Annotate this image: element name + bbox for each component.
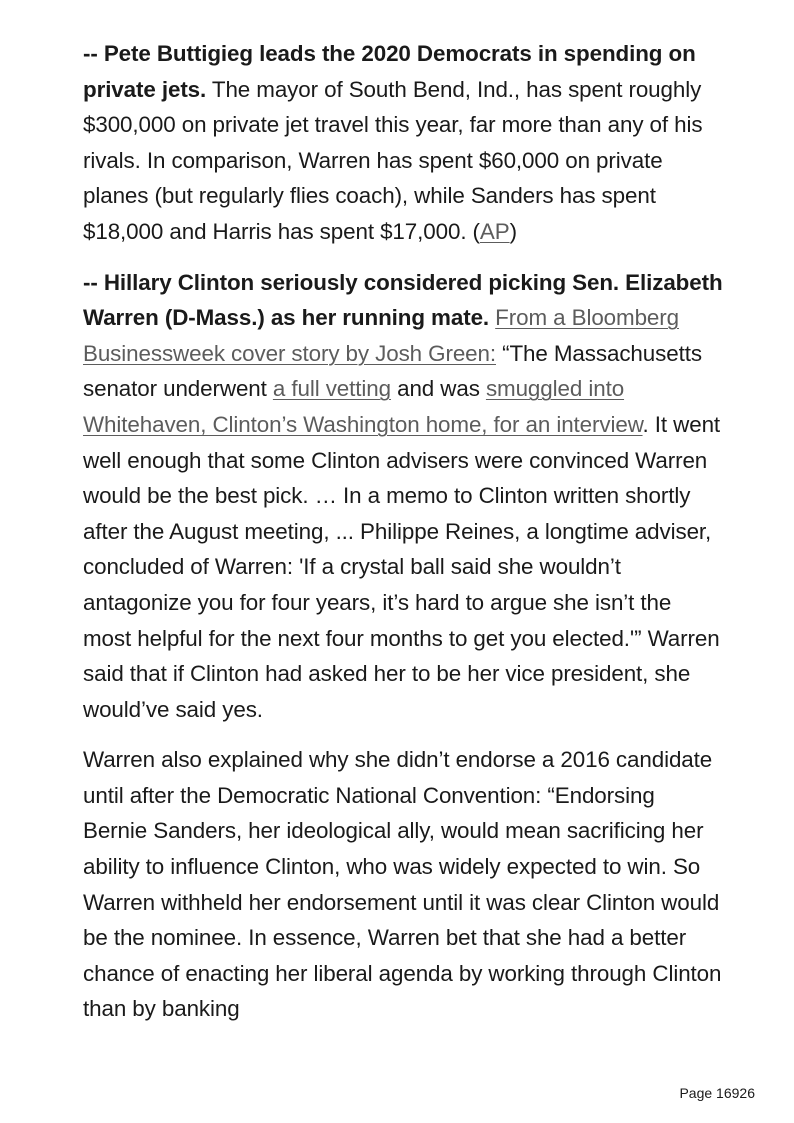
paragraph-text: “The Massachusetts senator underwent (83, 340, 702, 402)
page-number: Page 16926 (679, 1085, 755, 1101)
paragraph-text: . It went well enough that some Clinton advisers were convinced Warren would be the best pick. … In a memo to Clinton written shortly after the August meeting, ... Philippe Reines, a longtime adviser, concluded of Warren: 'If a crystal ball said she wouldn’t antagonize you for four years, it’s hard to argue she isn’t the most helpful for the next four months to get you elected.'” Warren said that if Clinton had asked her to be her vice president, she would’ve said yes. (83, 411, 721, 722)
paragraph-lead: -- Hillary Clinton seriously considered picking Sen. Elizabeth Warren (D-Mass.) as her running mate. (83, 269, 723, 331)
document-page (83, 36, 723, 1027)
paragraph-lead: -- Pete Buttigieg leads the 2020 Democrats in spending on private jets. (83, 41, 696, 102)
paragraph-text: and was (390, 376, 486, 402)
paragraph-clinton-warren (83, 265, 723, 728)
paragraph-text: ) (509, 218, 517, 244)
ap-link[interactable]: AP (479, 218, 510, 244)
full-vetting-link[interactable]: a full vetting (272, 376, 391, 402)
paragraph-buttigieg-jets (83, 36, 723, 250)
whitehaven-interview-link[interactable]: smuggled into Whitehaven, Clinton’s Washington home, for an interview (83, 376, 643, 437)
paragraph-warren-endorsement: Warren also explained why she didn’t endorse a 2016 candidate until after the Democratic National Convention: “Endorsing Bernie Sanders, her ideological ally, would mean sacrificing her ability to influence Clinton, who was widely expected to win. So Warren withheld her endorsement until it was clear Clinton would be the nominee. In essence, Warren bet that she had a better chance of enacting her liberal agenda by working through Clinton than by banking (83, 747, 722, 1022)
paragraph-text: The mayor of South Bend, Ind., has spent roughly $300,000 on private jet travel this year, far more than any of his rivals. In comparison, Warren has spent $60,000 on private planes (but regularly flies coach), while Sanders has spent $18,000 and Harris has spent $17,000. ( (83, 76, 703, 244)
bloomberg-source-link[interactable]: From a Bloomberg Businessweek cover story by Josh Green: (83, 305, 679, 366)
